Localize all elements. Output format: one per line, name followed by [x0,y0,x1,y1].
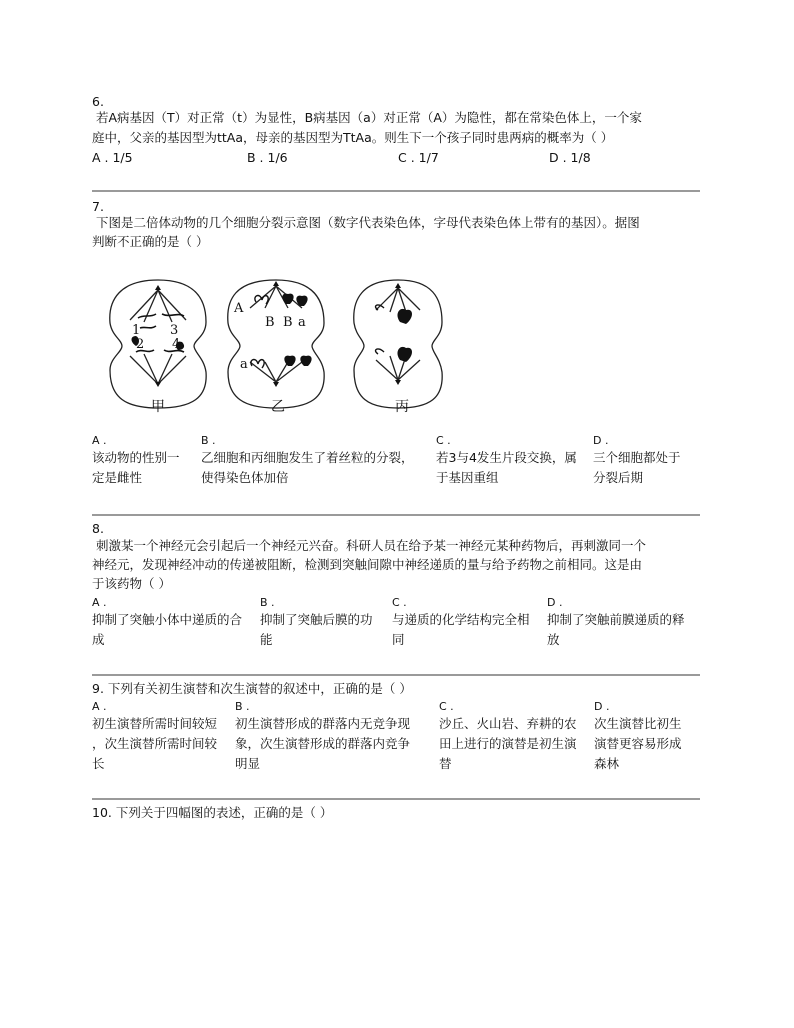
cell-bing-outline [354,280,442,408]
cell-yi-outline [228,280,324,408]
option-label: B . [235,700,250,713]
option-text: 使得染色体加倍 [201,470,289,485]
option-label: A . [92,596,107,609]
cell-jia-outline [110,280,206,408]
q7-option-d[interactable] [593,434,681,488]
option-label: D . [547,596,563,609]
q6-option-a[interactable]: A . 1/5 [92,150,133,165]
option-text: 沙丘、火山岩、弃耕的农 [439,716,577,731]
gene-letter: a [240,357,248,372]
option-text: 分裂后期 [593,470,644,485]
option-label: D . [593,434,609,447]
option-text: 若3与4发生片段交换，属 [436,450,577,465]
q8-stem-line-2: 神经元，发现神经冲动的传递被阻断，检测到突触间隙中神经递质的量与给予药物之前相同。这是由 [92,557,643,572]
option-text: 演替更容易形成 [594,736,682,751]
q8-option-b[interactable] [260,596,373,650]
option-text: 森林 [594,756,620,771]
gene-letter: A [234,301,244,316]
option-text: 同 [392,632,405,647]
q7-stem-line-1: 下图是二倍体动物的几个细胞分裂示意图（数字代表染色体，字母代表染色体上带有的基因）。据图 [96,215,640,230]
q7-option-b[interactable] [201,434,414,488]
chromosome-number: 1 [132,323,141,338]
divider [92,514,700,516]
option-text: 与递质的化学结构完全相 [392,612,530,627]
divider [92,674,700,676]
centrosome-icon [395,380,401,385]
q9-option-c[interactable] [439,700,577,774]
option-text: 长 [92,756,105,771]
q6-number: 6. [92,94,104,109]
q8-option-a[interactable] [92,596,242,650]
q9-option-d[interactable] [594,700,682,774]
option-text: 于基因重组 [436,470,499,485]
chromosome-number: 3 [170,323,179,338]
option-label: B . [260,596,275,609]
option-label: A . [92,434,107,447]
divider [92,798,700,800]
q6-stem-line-1: 若A病基因（T）对正常（t）为显性，B病基因（a）对正常（A）为隐性，都在常染色体上，一个家 [96,110,642,125]
q8-stem-line-3: 于该药物（ ） [92,576,171,591]
option-text: 抑制了突触后膜的功 [260,612,373,627]
figure-caption-jia: 甲 [151,399,165,415]
q9-option-a[interactable] [92,700,217,774]
option-text: 替 [439,756,452,771]
option-label: C . [436,434,451,447]
option-text: 田上进行的演替是初生演 [439,736,577,751]
figure-caption-yi: 乙 [271,399,285,415]
q8-number: 8. [92,521,104,536]
option-text: 该动物的性别一 [92,450,180,465]
option-label: C . [439,700,454,713]
q6-stem-line-2: 庭中，父亲的基因型为ttAa，母亲的基因型为TtAa。则生下一个孩子同时患两病的概率为（ ） [92,130,614,145]
option-label: C . [392,596,407,609]
option-text: 象，次生演替形成的群落内竞争 [235,736,411,751]
option-label: D . [594,700,610,713]
option-label: A . [92,700,107,713]
centrosome-icon [273,382,279,387]
q8-option-c[interactable] [392,596,530,650]
q6-option-c[interactable]: C . 1/7 [398,150,439,165]
option-text: 抑制了突触前膜递质的释 [547,612,685,627]
gene-letter: a [298,315,306,330]
chromosome-number: 4 [172,337,181,352]
q10-stem: 10. 下列关于四幅图的表述，正确的是（ ） [92,805,333,820]
option-text: 定是雌性 [92,470,143,485]
figure-caption-bing: 丙 [395,399,409,415]
centrosome-icon [155,382,161,387]
q7-option-a[interactable] [92,434,180,488]
q8-option-d[interactable] [547,596,685,650]
option-text: 初生演替所需时间较短 [92,716,218,731]
option-text: 成 [92,632,105,647]
option-label: B . [201,434,216,447]
centrosome-icon [155,285,161,290]
option-text: 放 [547,632,560,647]
option-text: 初生演替形成的群落内无竞争现 [235,716,411,731]
option-text: ，次生演替所需时间较 [92,736,218,751]
centrosome-icon [395,283,401,288]
option-text: 乙细胞和丙细胞发生了着丝粒的分裂， [201,450,414,465]
q8-stem-line-1: 刺激某一个神经元会引起后一个神经元兴奋。科研人员在给予某一神经元某种药物后，再刺激同一个 [96,538,647,553]
gene-letter: B [283,315,293,330]
q7-number: 7. [92,199,104,214]
q9-stem: 9. 下列有关初生演替和次生演替的叙述中，正确的是（ ） [92,681,412,696]
option-text: 明显 [235,756,261,771]
divider [92,190,700,192]
option-text: 能 [260,632,273,647]
q6-option-d[interactable]: D . 1/8 [549,150,591,165]
q9-option-b[interactable] [235,700,410,774]
option-text: 次生演替比初生 [594,716,682,731]
q6-option-b[interactable]: B . 1/6 [247,150,288,165]
chromosome-number: 2 [136,337,145,352]
q7-option-c[interactable] [436,434,577,488]
centrosome-icon [273,281,279,286]
option-text: 三个细胞都处于 [593,450,681,465]
option-text: 抑制了突触小体中递质的合 [92,612,243,627]
gene-letter: B [265,315,275,330]
q7-stem-line-2: 判断不正确的是（ ） [92,234,209,249]
